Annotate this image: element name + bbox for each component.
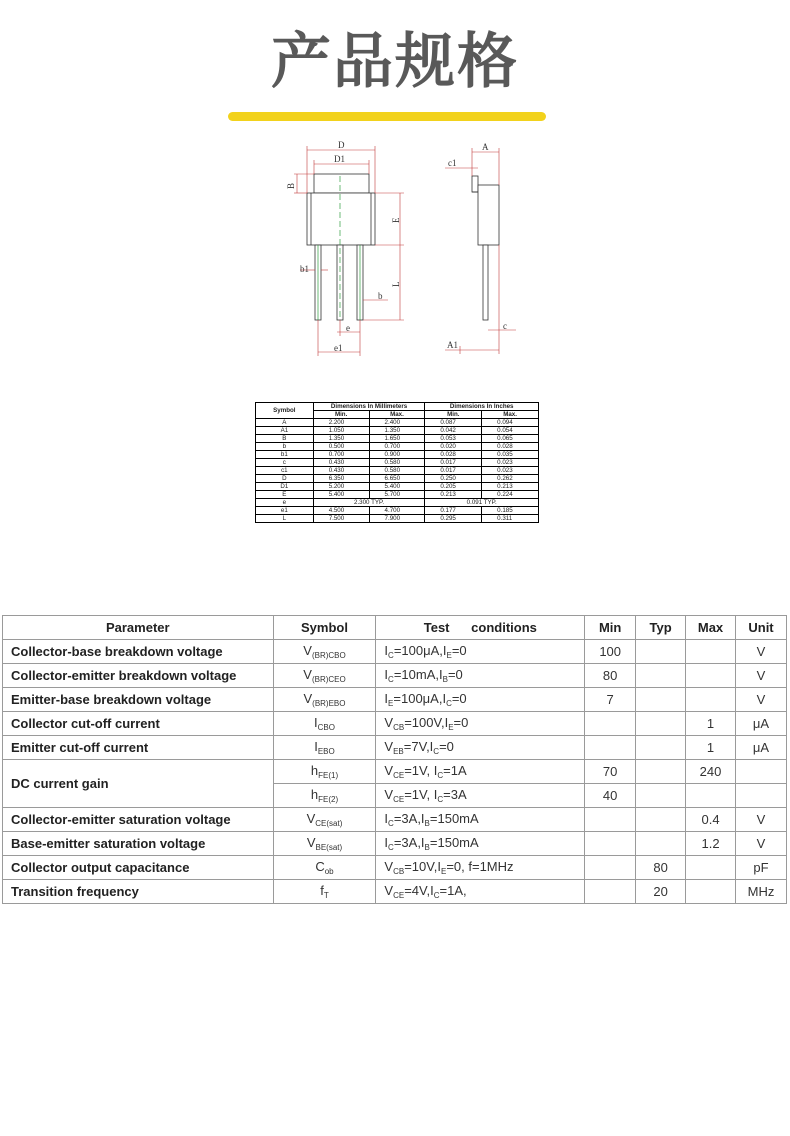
table-row — [3, 688, 787, 712]
row-min: 40 — [585, 784, 636, 808]
dims-row-in-min: 0.087 — [425, 419, 482, 427]
row-min — [585, 736, 636, 760]
dims-row-in-min: 0.020 — [425, 443, 482, 451]
label-e1: e1 — [334, 343, 343, 353]
row-parameter: Transition frequency — [3, 880, 274, 904]
table-header-row — [3, 616, 787, 640]
row-test-condition: $I_C=3A,I_B=150mA$ — [376, 832, 585, 856]
row-max — [686, 880, 736, 904]
dims-row — [256, 435, 539, 443]
row-min — [585, 856, 636, 880]
row-unit: μA — [736, 712, 787, 736]
dims-row — [256, 467, 539, 475]
dims-row-mm-typ: 2.300 TYP. — [313, 499, 425, 507]
row-min — [585, 832, 636, 856]
row-unit — [736, 760, 787, 784]
dims-row-in-max: 0.023 — [482, 459, 539, 467]
row-parameter: Collector-base breakdown voltage — [3, 640, 274, 664]
dims-row-mm-min: 7.500 — [313, 515, 369, 523]
dims-row-in-max: 0.094 — [482, 419, 539, 427]
table-row — [3, 640, 787, 664]
row-max: 1 — [686, 712, 736, 736]
row-typ — [636, 640, 686, 664]
row-max — [686, 688, 736, 712]
row-parameter: Emitter-base breakdown voltage — [3, 688, 274, 712]
dims-in-max-header: Max. — [482, 411, 539, 419]
dims-row-in-typ: 0.091 TYP. — [425, 499, 539, 507]
header-typ: Typ — [636, 616, 686, 640]
dims-row — [256, 427, 539, 435]
dims-row-mm-max: 2.400 — [369, 419, 425, 427]
dims-row-mm-min: 6.350 — [313, 475, 369, 483]
dims-row-mm-max: 1.350 — [369, 427, 425, 435]
row-max — [686, 640, 736, 664]
dims-row-mm-max: 0.580 — [369, 459, 425, 467]
label-b1: b1 — [300, 264, 309, 274]
row-symbol: $C_{ob}$ — [273, 856, 376, 880]
label-L: L — [391, 281, 401, 287]
row-min — [585, 712, 636, 736]
dims-row-in-min: 0.053 — [425, 435, 482, 443]
row-symbol: $I_{CBO}$ — [273, 712, 376, 736]
dims-row-symbol: D — [256, 475, 314, 483]
dims-row-mm-max: 0.580 — [369, 467, 425, 475]
dims-row — [256, 443, 539, 451]
table-row — [3, 880, 787, 904]
dims-row — [256, 483, 539, 491]
dims-row-mm-min: 0.500 — [313, 443, 369, 451]
label-D1: D1 — [334, 154, 345, 164]
dims-row-in-min: 0.213 — [425, 491, 482, 499]
dims-row — [256, 451, 539, 459]
dims-row-symbol: L — [256, 515, 314, 523]
dims-row — [256, 507, 539, 515]
dims-row-mm-max: 0.700 — [369, 443, 425, 451]
row-typ — [636, 784, 686, 808]
front-view — [307, 174, 375, 320]
label-D: D — [338, 140, 345, 150]
dims-row-symbol: D1 — [256, 483, 314, 491]
dims-row-mm-max: 6.650 — [369, 475, 425, 483]
row-symbol: $h_{FE(1)}$ — [273, 760, 376, 784]
dims-row-in-max: 0.262 — [482, 475, 539, 483]
row-unit: MHz — [736, 880, 787, 904]
dims-row-symbol: A1 — [256, 427, 314, 435]
dims-row-mm-max: 5.700 — [369, 491, 425, 499]
dims-row-in-max: 0.035 — [482, 451, 539, 459]
dims-row-mm-max: 7.900 — [369, 515, 425, 523]
dims-row-in-min: 0.205 — [425, 483, 482, 491]
row-typ — [636, 664, 686, 688]
dims-mm-min-header: Min. — [313, 411, 369, 419]
dims-row-mm-min: 5.200 — [313, 483, 369, 491]
dims-row-symbol: e — [256, 499, 314, 507]
dims-row — [256, 515, 539, 523]
electrical-characteristics-table — [2, 615, 787, 904]
row-max — [686, 664, 736, 688]
row-max: 240 — [686, 760, 736, 784]
row-test-condition: $I_C=100\mu A,I_E=0$ — [376, 640, 585, 664]
label-c1: c1 — [448, 158, 457, 168]
row-test-condition: $I_C=10mA,I_B=0$ — [376, 664, 585, 688]
row-max: 1 — [686, 736, 736, 760]
row-test-condition: $V_{CE}=1V$, $I_C=3A$ — [376, 784, 585, 808]
label-e: e — [346, 323, 350, 333]
row-min — [585, 808, 636, 832]
dims-row-symbol: E — [256, 491, 314, 499]
table-row — [3, 664, 787, 688]
dims-row-mm-min: 0.430 — [313, 459, 369, 467]
row-test-condition: $V_{CE}=4V,I_C=1A$, — [376, 880, 585, 904]
row-unit: V — [736, 664, 787, 688]
label-B: B — [286, 182, 296, 189]
dims-row — [256, 419, 539, 427]
header-unit: Unit — [736, 616, 787, 640]
row-typ — [636, 760, 686, 784]
label-c: c — [503, 321, 507, 331]
dims-row-in-max: 0.311 — [482, 515, 539, 523]
row-unit: V — [736, 832, 787, 856]
dims-row-mm-min: 1.350 — [313, 435, 369, 443]
dims-row-in-max: 0.065 — [482, 435, 539, 443]
row-unit: V — [736, 808, 787, 832]
dims-row-mm-max: 5.400 — [369, 483, 425, 491]
row-min: 7 — [585, 688, 636, 712]
side-view — [472, 176, 499, 320]
table-row — [3, 760, 787, 784]
dims-row-mm-min: 1.050 — [313, 427, 369, 435]
dims-row-in-min: 0.250 — [425, 475, 482, 483]
header-parameter: Parameter — [3, 616, 274, 640]
dims-row-in-min: 0.042 — [425, 427, 482, 435]
dims-mm-max-header: Max. — [369, 411, 425, 419]
dims-row-symbol: c — [256, 459, 314, 467]
dims-row-mm-min: 2.200 — [313, 419, 369, 427]
dims-in-header: Dimensions In Inches — [425, 403, 539, 411]
dims-row-symbol: c1 — [256, 467, 314, 475]
table-row — [3, 856, 787, 880]
row-typ: 20 — [636, 880, 686, 904]
row-test-condition: $I_C=3A,I_B=150mA$ — [376, 808, 585, 832]
row-parameter: Collector-emitter saturation voltage — [3, 808, 274, 832]
dims-in-min-header: Min. — [425, 411, 482, 419]
dims-row — [256, 459, 539, 467]
row-test-condition: $I_E=100\mu A,I_C=0$ — [376, 688, 585, 712]
row-test-condition: $V_{CB}=100V,I_E=0$ — [376, 712, 585, 736]
row-typ — [636, 712, 686, 736]
row-test-condition: $V_{CE}=1V$, $I_C=1A$ — [376, 760, 585, 784]
row-test-condition: $V_{CB}=10V,I_E=0$, f=1MHz — [376, 856, 585, 880]
label-b: b — [378, 291, 383, 301]
row-symbol: $I_{EBO}$ — [273, 736, 376, 760]
row-typ — [636, 736, 686, 760]
dims-row-in-max: 0.054 — [482, 427, 539, 435]
dims-row-symbol: e1 — [256, 507, 314, 515]
row-max: 0.4 — [686, 808, 736, 832]
row-unit: μA — [736, 736, 787, 760]
dims-row-in-min: 0.017 — [425, 467, 482, 475]
dims-row-mm-max: 0.900 — [369, 451, 425, 459]
dims-row-in-max: 0.185 — [482, 507, 539, 515]
dims-row-in-min: 0.028 — [425, 451, 482, 459]
row-max — [686, 784, 736, 808]
row-typ — [636, 832, 686, 856]
row-unit — [736, 784, 787, 808]
header-max: Max — [686, 616, 736, 640]
dims-row-mm-min: 0.700 — [313, 451, 369, 459]
table-row — [3, 832, 787, 856]
label-A: A — [482, 142, 489, 152]
row-max: 1.2 — [686, 832, 736, 856]
row-symbol: $V_{CE(sat)}$ — [273, 808, 376, 832]
dims-row-symbol: A — [256, 419, 314, 427]
row-unit: V — [736, 688, 787, 712]
dims-row-in-max: 0.023 — [482, 467, 539, 475]
row-typ — [636, 688, 686, 712]
row-parameter: Base-emitter saturation voltage — [3, 832, 274, 856]
label-A1: A1 — [447, 340, 458, 350]
row-unit: pF — [736, 856, 787, 880]
dims-row-in-min: 0.177 — [425, 507, 482, 515]
dims-row-symbol: b1 — [256, 451, 314, 459]
dims-mm-header: Dimensions In Millimeters — [313, 403, 425, 411]
dims-row — [256, 475, 539, 483]
package-drawing — [0, 0, 790, 380]
row-parameter: Emitter cut-off current — [3, 736, 274, 760]
row-parameter: Collector cut-off current — [3, 712, 274, 736]
row-symbol: $V_{(BR)CBO}$ — [273, 640, 376, 664]
row-min: 80 — [585, 664, 636, 688]
row-min: 70 — [585, 760, 636, 784]
row-unit: V — [736, 640, 787, 664]
row-symbol: $f_T$ — [273, 880, 376, 904]
row-min — [585, 880, 636, 904]
header-test-conditions: Test conditions — [376, 616, 585, 640]
row-symbol: $V_{(BR)EBO}$ — [273, 688, 376, 712]
row-symbol: $V_{BE(sat)}$ — [273, 832, 376, 856]
table-row — [3, 736, 787, 760]
row-parameter: DC current gain — [3, 760, 274, 808]
dims-row-mm-max: 4.700 — [369, 507, 425, 515]
row-symbol: $h_{FE(2)}$ — [273, 784, 376, 808]
header-min: Min — [585, 616, 636, 640]
dims-row-in-max: 0.028 — [482, 443, 539, 451]
row-max — [686, 856, 736, 880]
dims-row-symbol: B — [256, 435, 314, 443]
table-row — [3, 808, 787, 832]
dims-row-mm-min: 0.430 — [313, 467, 369, 475]
row-parameter: Collector-emitter breakdown voltage — [3, 664, 274, 688]
row-typ — [636, 808, 686, 832]
dims-row-mm-min: 5.400 — [313, 491, 369, 499]
dims-row-mm-min: 4.500 — [313, 507, 369, 515]
dims-row-in-max: 0.224 — [482, 491, 539, 499]
header-symbol: Symbol — [273, 616, 376, 640]
dims-row-symbol: b — [256, 443, 314, 451]
row-min: 100 — [585, 640, 636, 664]
dims-row-mm-max: 1.650 — [369, 435, 425, 443]
table-row — [3, 712, 787, 736]
dims-row-in-min: 0.017 — [425, 459, 482, 467]
dims-row — [256, 491, 539, 499]
row-test-condition: $V_{EB}=7V,I_C=0$ — [376, 736, 585, 760]
label-E: E — [391, 217, 401, 223]
dims-row-in-min: 0.295 — [425, 515, 482, 523]
page-title: 产品规格 — [271, 27, 519, 97]
row-symbol: $V_{(BR)CEO}$ — [273, 664, 376, 688]
dims-symbol-header: Symbol — [256, 403, 314, 419]
dimensions-table — [255, 402, 539, 523]
row-parameter: Collector output capacitance — [3, 856, 274, 880]
dims-row-in-max: 0.213 — [482, 483, 539, 491]
row-typ: 80 — [636, 856, 686, 880]
